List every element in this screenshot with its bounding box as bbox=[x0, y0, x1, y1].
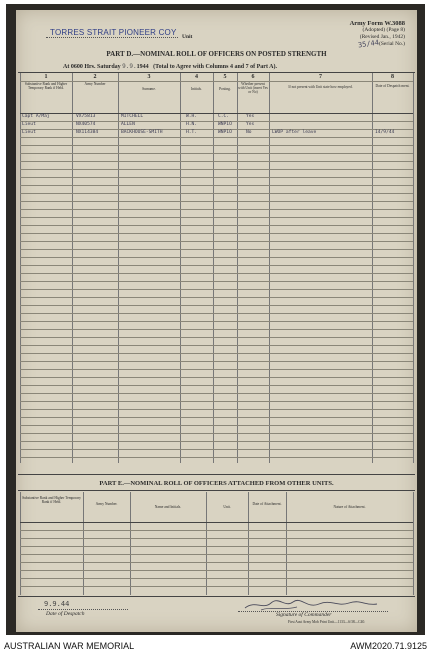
unit-underline bbox=[46, 37, 178, 38]
ruled-line bbox=[20, 265, 413, 266]
cell-how-employed: LWOP after leave bbox=[272, 130, 317, 135]
cell-present: Yes bbox=[246, 114, 255, 119]
header-rank: Substantive Rank and Higher Temporary Rank if Held. bbox=[24, 82, 68, 91]
table-row bbox=[20, 130, 413, 137]
form-revised: (Revised Jan., 1942) bbox=[359, 34, 405, 40]
ruled-line bbox=[20, 209, 413, 210]
header-posting: Posting. bbox=[219, 87, 231, 91]
ruled-line bbox=[20, 409, 413, 410]
header-present: Whether present with Unit (insert Yes or No) bbox=[238, 82, 268, 95]
ruled-line bbox=[20, 177, 413, 178]
part-e-top-rule bbox=[18, 474, 415, 475]
cell-rank: Lieut bbox=[22, 122, 36, 127]
ruled-line bbox=[20, 257, 413, 258]
ruled-line bbox=[20, 449, 413, 450]
header-how-employed: If not present with Unit state how employed. bbox=[288, 85, 353, 89]
header-rank: Substantive Rank and Higher Temporary Rank if Held. bbox=[22, 496, 81, 505]
ruled-line bbox=[20, 321, 413, 322]
cell-present: No bbox=[246, 130, 252, 135]
table-row bbox=[20, 122, 413, 129]
ruled-line bbox=[20, 562, 413, 563]
ruled-line bbox=[20, 297, 413, 298]
ruled-line bbox=[20, 273, 413, 274]
ruled-line bbox=[20, 385, 413, 386]
ruled-line bbox=[20, 554, 413, 555]
ruled-line bbox=[20, 249, 413, 250]
part-d-table bbox=[20, 73, 413, 463]
ruled-line bbox=[20, 457, 413, 458]
ruled-line bbox=[20, 369, 413, 370]
ruled-line bbox=[20, 217, 413, 218]
ruled-line bbox=[20, 401, 413, 402]
cell-present: Yes bbox=[246, 122, 255, 127]
form-number: Army Form W.3088 bbox=[349, 20, 405, 27]
army-form-page bbox=[16, 10, 417, 632]
cell-rank: Capt A/Maj bbox=[22, 114, 50, 119]
at-prefix: At 0600 Hrs. Saturday bbox=[63, 64, 121, 70]
column-number: 4 bbox=[195, 74, 198, 80]
part-d-date-line bbox=[63, 63, 277, 70]
ruled-line bbox=[20, 345, 413, 346]
ruled-line bbox=[20, 305, 413, 306]
column-number: 6 bbox=[251, 74, 255, 80]
ruled-line bbox=[20, 281, 413, 282]
part-d-title: PART D.—NOMINAL ROLL OF OFFICERS ON POSTED STRENGTH bbox=[106, 50, 327, 58]
ruled-line bbox=[20, 233, 413, 234]
cell-army-number: NX114384 bbox=[76, 130, 99, 135]
ruled-line bbox=[20, 546, 413, 547]
form-page: (Page 8) bbox=[386, 27, 405, 33]
document-sheet bbox=[6, 4, 425, 635]
ruled-line bbox=[20, 530, 413, 531]
ruled-line bbox=[20, 393, 413, 394]
ruled-line bbox=[20, 137, 413, 138]
caption-left: AUSTRALIAN WAR MEMORIAL bbox=[4, 641, 135, 651]
ruled-line bbox=[20, 538, 413, 539]
serial-label: (Serial No.) bbox=[379, 41, 405, 47]
cell-initials: H.N. bbox=[186, 122, 198, 127]
cell-army-number: VX75813 bbox=[76, 114, 96, 119]
part-e-title: PART E.—NOMINAL ROLL OF OFFICERS ATTACHED FROM OTHER UNITS. bbox=[99, 480, 334, 487]
header-name-initials: Name and Initials. bbox=[154, 505, 182, 509]
unit-stamp: TORRES STRAIT PIONEER COY bbox=[50, 28, 177, 37]
column-number: 7 bbox=[319, 74, 322, 80]
unit-label: Unit bbox=[182, 34, 193, 40]
ruled-line bbox=[20, 578, 413, 579]
header-unit: Unit. bbox=[223, 505, 231, 509]
ruled-line bbox=[20, 377, 413, 378]
despatch-date-label: Date of Despatch bbox=[46, 611, 85, 617]
column-number: 2 bbox=[93, 74, 97, 80]
despatch-date-line bbox=[38, 609, 128, 610]
printer-line: First Aust Army Mob Print Unit—1133—6/38—C40. bbox=[288, 620, 366, 624]
cell-army-number: NX40574 bbox=[76, 122, 96, 127]
commander-signature-icon bbox=[241, 598, 381, 612]
ruled-line bbox=[20, 193, 413, 194]
ruled-line bbox=[20, 169, 413, 170]
cell-surname: BACKHOUSE-SMITH bbox=[121, 130, 163, 135]
header-despatch-date: Date of Despatch ment. bbox=[375, 84, 410, 88]
header-nature-attachment: Nature of Attachment. bbox=[333, 505, 366, 509]
ruled-line bbox=[20, 586, 413, 587]
year: 1944 bbox=[136, 64, 149, 70]
column-number: 1 bbox=[44, 74, 48, 80]
serial-number-handwritten: 35/44 bbox=[357, 38, 380, 50]
ruled-line bbox=[20, 225, 413, 226]
cell-initials: W.H. bbox=[186, 114, 198, 119]
header-date-attachment: Date of Attachment. bbox=[252, 502, 282, 506]
ruled-line bbox=[20, 433, 413, 434]
ruled-line bbox=[20, 313, 413, 314]
ruled-line bbox=[20, 441, 413, 442]
ruled-line bbox=[20, 417, 413, 418]
part-e-title-rule bbox=[18, 490, 415, 491]
cell-posting: WNP1O bbox=[218, 130, 232, 135]
cell-surname: MITCHELL bbox=[121, 114, 144, 119]
ruled-line bbox=[20, 201, 413, 202]
cell-posting: C.C. bbox=[218, 114, 230, 119]
cell-posting: WNP1O bbox=[218, 122, 232, 127]
part-e-bottom-rule bbox=[18, 596, 415, 597]
column-number: 3 bbox=[147, 74, 151, 80]
cell-surname: ALLEN bbox=[121, 122, 135, 127]
header-surname: Surname. bbox=[142, 87, 156, 91]
total-note: (Total to Agree with Columns 4 and 7 of Part A). bbox=[153, 64, 277, 70]
ruled-line bbox=[20, 353, 413, 354]
ruled-line bbox=[20, 145, 413, 146]
ruled-line bbox=[20, 570, 413, 571]
header-initials: Initials. bbox=[191, 87, 202, 91]
cell-initials: H.T. bbox=[186, 130, 198, 135]
signature-label: Signature of Commander bbox=[276, 612, 332, 618]
column-number: 8 bbox=[391, 74, 394, 80]
ruled-line bbox=[20, 161, 413, 162]
form-adopted: (Adopted) bbox=[362, 27, 386, 33]
ruled-line bbox=[20, 425, 413, 426]
part-e-table bbox=[20, 492, 413, 595]
ruled-line bbox=[20, 337, 413, 338]
ruled-line bbox=[20, 185, 413, 186]
cell-despatch-date: 14/9/44 bbox=[375, 130, 395, 135]
caption-right: AWM2020.71.9125 bbox=[350, 641, 427, 651]
ruled-line bbox=[20, 329, 413, 330]
ruled-line bbox=[20, 361, 413, 362]
date-handwritten: 9.9. bbox=[122, 63, 137, 70]
header-army-number: Army Number. bbox=[95, 502, 118, 506]
header-army-number: Army Number bbox=[84, 82, 106, 86]
cell-rank: Lieut bbox=[22, 130, 36, 135]
ruled-line bbox=[20, 241, 413, 242]
table-row bbox=[20, 114, 413, 121]
despatch-date-handwritten: 9.9.44 bbox=[44, 600, 70, 608]
column-number: 5 bbox=[223, 74, 227, 80]
ruled-line bbox=[20, 153, 413, 154]
ruled-line bbox=[20, 289, 413, 290]
